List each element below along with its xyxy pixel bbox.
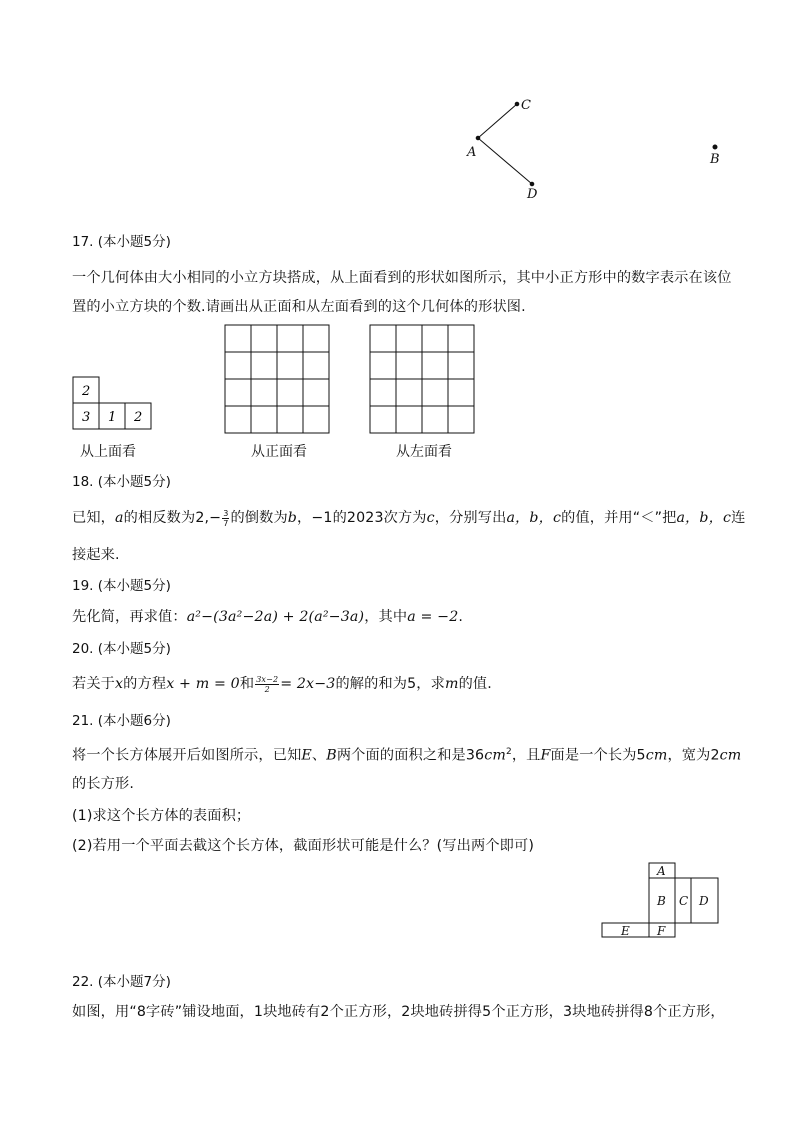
point-d-dot [530, 182, 534, 186]
face-f-ref: F [540, 747, 551, 764]
fraction-numerator: 3x−2 [256, 674, 279, 684]
var-c: c [426, 510, 435, 526]
q22-text-line1: 如图，用“8字砖”铺设地面，1块地砖有2个正方形，2块地砖拼得5个正方形，3块地砖拼得8个正方形， [72, 1004, 725, 1020]
q18-text: ，分别写出 [434, 510, 507, 526]
vars-abc: a，b，c [506, 510, 562, 526]
var-a: a [115, 510, 124, 526]
q20-text-part: 的方程 [123, 676, 167, 692]
var-x: x [115, 676, 124, 692]
label-d: D [527, 187, 538, 202]
q18-text: 的值，并用“＜”把 [561, 510, 677, 526]
q19-middle: ，其中 [364, 609, 408, 625]
q21-sub2: (2)若用一个平面去截这个长方体，截面形状可能是什么？(写出两个即可) [72, 838, 535, 854]
unit-cm: cm [484, 747, 506, 764]
ray-ad [478, 138, 532, 184]
net-label-c: C [679, 894, 689, 908]
angle-figure [0, 90, 794, 210]
q19-end: . [458, 609, 464, 625]
unit-cm: cm [719, 747, 742, 764]
caption-front-view: 从正面看 [251, 444, 307, 460]
point-c-dot [515, 102, 519, 106]
label-b: B [710, 152, 720, 167]
net-label-d: D [699, 894, 709, 908]
q20-text-part: 若关于 [72, 676, 116, 692]
q19-text [72, 607, 463, 627]
q21-text-part: 、 [311, 747, 327, 764]
q21-header: 21. (本小题6分) [72, 713, 171, 729]
q21-sub1: (1)求这个长方体的表面积； [72, 808, 251, 824]
q17-text-line1: 一个几何体由大小相同的小立方块搭成，从上面看到的形状如图所示，其中小正方形中的数字表示在该位 [72, 270, 732, 286]
q21-text-part: 面是一个长为5 [550, 747, 646, 764]
top-view-number: 2 [82, 384, 91, 399]
label-c: C [521, 98, 531, 113]
equation-2-rhs: = 2x−3 [280, 676, 336, 692]
net-label-a: A [657, 864, 666, 878]
top-view-number: 1 [108, 410, 117, 425]
q20-text-part: 的解的和为5，求 [335, 676, 445, 692]
q20-text-part: 和 [239, 676, 255, 692]
q18-text-line1 [72, 508, 745, 528]
q18-text: 连 [731, 510, 746, 526]
q21-text-part: 两个面的面积之和是36 [336, 747, 485, 764]
top-view-grid [72, 376, 156, 432]
face-b-ref: B [326, 747, 337, 764]
q21-text-line1 [72, 742, 741, 766]
q18-header: 18. (本小题5分) [72, 474, 171, 490]
fraction-numerator: 3 [223, 508, 229, 518]
cuboid-net-figure [600, 862, 724, 940]
front-view-grid [224, 324, 332, 436]
q18-text-line2: 接起来. [72, 547, 120, 563]
q21-text-part: ，且 [511, 747, 541, 764]
q17-text-line2: 置的小立方块的个数.请画出从正面和从左面看到的这个几何体的形状图. [72, 299, 526, 315]
q19-prefix: 先化简，再求值： [72, 609, 187, 625]
point-a-dot [476, 136, 480, 140]
point-b-dot [713, 145, 717, 149]
left-view-grid [369, 324, 477, 436]
ray-ac [478, 104, 517, 138]
fraction-equation-2 [255, 675, 279, 694]
caption-top-view: 从上面看 [80, 444, 136, 460]
fraction-denominator: 2 [264, 684, 270, 694]
top-view-number: 3 [82, 410, 91, 425]
q18-text: 已知， [72, 510, 116, 526]
q20-text-part: 的值. [458, 676, 492, 692]
q20-header: 20. (本小题5分) [72, 641, 171, 657]
q21-text-line2: 的长方形. [72, 776, 135, 792]
face-e-ref: E [301, 747, 312, 764]
var-b: b [287, 510, 298, 526]
fraction-denominator: 7 [223, 518, 229, 528]
fraction-3-7 [222, 509, 229, 528]
net-label-e: E [621, 924, 630, 938]
equation-1: x + m = 0 [166, 676, 240, 692]
unit-cm: cm [645, 747, 668, 764]
q22-header: 22. (本小题7分) [72, 974, 171, 990]
superscript-2: 2 [505, 747, 512, 757]
top-view-number: 2 [134, 410, 143, 425]
q21-text-part: 将一个长方体展开后如图所示，已知 [72, 747, 302, 764]
q19-header: 19. (本小题5分) [72, 578, 171, 594]
q19-expression: a²−(3a²−2a) + 2(a²−3a) [186, 609, 365, 625]
q18-text: 的倒数为 [230, 510, 288, 526]
label-a: A [467, 145, 477, 160]
q20-text [72, 674, 492, 694]
q21-text-part: ，宽为2 [667, 747, 720, 764]
net-label-b: B [657, 894, 666, 908]
q18-text: ，−1的2023次方为 [297, 510, 427, 526]
q17-header: 17. (本小题5分) [72, 234, 171, 250]
q18-text: 的相反数为2,− [123, 510, 222, 526]
net-label-f: F [657, 924, 666, 938]
caption-left-view: 从左面看 [396, 444, 452, 460]
var-m: m [444, 676, 459, 692]
q19-condition: a = −2 [407, 609, 459, 625]
vars-abc: a，b，c [676, 510, 732, 526]
